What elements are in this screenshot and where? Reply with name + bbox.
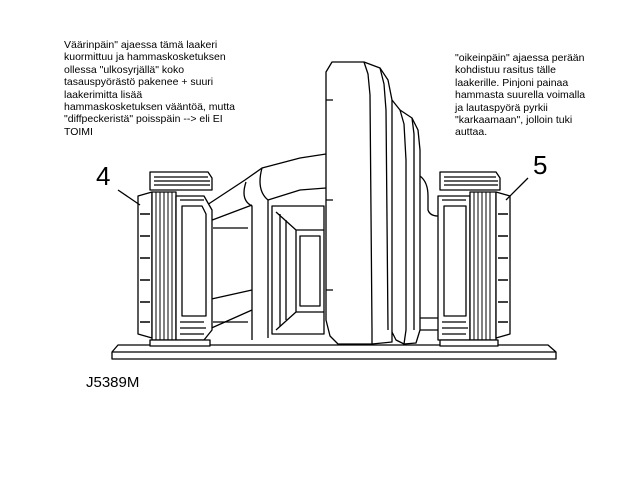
right-bearing-note: "oikeinpäin" ajaessa perään kohdistuu rasitus tälle laakerille. Pinjoni painaa hammasta suurella voimalla ja lautaspyörä pyrkii "karkaamaan", jolloin tuki auttaa.: [455, 52, 586, 139]
callout-number-4: 4: [96, 161, 111, 191]
right-bearing: [438, 172, 510, 346]
differential-carrier: [207, 154, 326, 340]
leader-line-5: [506, 178, 528, 200]
leader-line-4: [118, 190, 140, 205]
left-bearing-note: Väärinpäin" ajaessa tämä laakeri kuormittuu ja hammaskosketuksen ollessa "ulkosyrjällä" koko tasauspyörästö pakenee + suuri laakerimitta lisää hammaskosketuksen vääntöä, mutta "diffpeckeristä" poisspäin --> eli EI TOIMI: [64, 39, 236, 138]
crown-wheel: [326, 62, 420, 344]
left-bearing: [138, 172, 212, 346]
right-hub: [420, 176, 438, 330]
figure-code: J5389M: [86, 374, 140, 391]
callout-number-5: 5: [533, 150, 548, 180]
base-plate: [112, 345, 556, 359]
